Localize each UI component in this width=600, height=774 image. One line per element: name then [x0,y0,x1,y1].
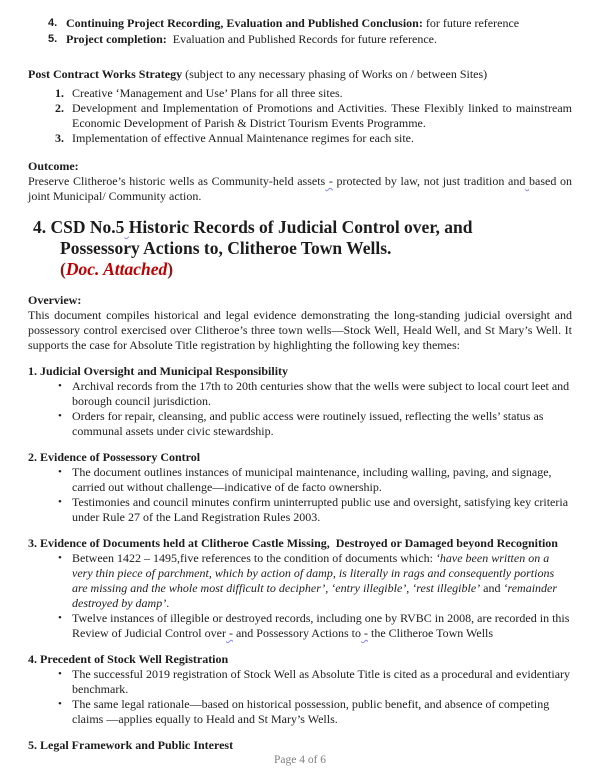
bullet-item [28,409,572,439]
strategy-title: Post Contract Works Strategy [28,67,183,81]
section-title-line2: Possessory Actions to, Clitheroe Town Wells. [60,238,392,258]
bullet-glyph: • [58,466,62,478]
bullet-text: The document outlines instances of municipal maintenance, including walling, paving, and signage, carried out without challenge—indicative of de facto ownership. [72,465,552,494]
theme-section-2 [28,439,572,525]
theme-heading: 3. Evidence of Documents held at Clitheroe Castle Missing, Destroyed or Damaged beyond Recognition [28,536,558,550]
doc-attached-label: Doc. Attached [65,259,168,279]
bullet-text: Testimonies and council minutes confirm uninterrupted public use and oversight, satisfying key criteria under Rule 27 of the Land Registration Rules 2003. [72,495,569,524]
bullet-end: . [166,596,170,610]
quoted-archive-text: ‘remainder destroyed by damp’ [72,581,558,610]
list-number: 2. [55,101,64,115]
page-number-label: Page 4 of 6 [273,754,327,766]
bullet-glyph: • [58,380,62,392]
bullet-text: Archival records from the 17th to 20th centuries show that the wells were subject to local court leet and borough council jurisdiction. [72,379,570,408]
bullet-glyph: • [58,552,62,564]
grammar-squiggle: - [360,626,368,640]
bullet-item [28,495,572,525]
theme-section-4 [28,641,572,727]
theme-heading: 1. Judicial Oversight and Municipal Responsibility [28,364,289,378]
bullet-item [28,379,572,409]
theme-heading: 4. Precedent of Stock Well Registration [28,652,229,666]
paren-close: ) [167,259,174,279]
list-number: 4. [48,17,58,29]
doc-attached-note [28,259,572,280]
list-text: Implementation of effective Annual Maintenance regimes for each site. [72,131,414,145]
bullet-part: the Clitheroe Town Wells [367,626,494,640]
bullet-mid: and [480,581,504,595]
list-text [66,31,572,47]
list-text-rest: Evaluation and Published Records for future reference. [166,32,437,46]
bullet-glyph: • [58,698,62,710]
post-contract-strategy-heading [28,67,572,82]
section-title-line1 [28,217,572,238]
bullet-glyph: • [58,668,62,680]
bullet-text [72,551,572,611]
outcome-text: protected by law, not just tradition and [332,174,526,188]
list-item [28,31,572,47]
bullet-glyph: • [58,496,62,508]
outcome-text: based on joint Municipal/ Community action. [28,174,572,203]
overview-heading: Overview: [28,293,82,307]
list-text-bold: Project completion: [66,32,167,46]
list-item [28,86,572,101]
list-item [28,101,572,131]
outcome-paragraph [28,174,572,204]
outcome-text: Preserve Clitheroe’s historic wells as Community-held assets [28,174,326,188]
list-text-bold: Continuing Project Recording, Evaluation and Published Conclusion: [66,16,423,30]
bullet-item [28,697,572,727]
quoted-archive-text: ‘have been written on a very thin piece of parchment, which by action of damp, is literally in rags and consequently portions are missing and the whole most difficult to decipher’, ‘entry illegible’, ‘rest illegible’ [72,551,555,595]
list-item [28,15,572,31]
page-footer [28,753,572,767]
list-item [28,131,572,146]
grammar-squiggle: - [225,626,233,640]
bullet-text: Orders for repair, cleansing, and public access were routinely issued, reflecting the wells’ status as communal assets under civic stewardship. [72,409,544,438]
strategy-list [28,86,572,146]
list-text [66,15,572,31]
bullet-text: The same legal rationale—based on historical possession, public benefit, and absence of competing claims —applies equally to Heald and St Mary’s Wells. [72,697,550,726]
bullet-item [28,551,572,611]
list-text: Creative ‘Management and Use’ Plans for all three sites. [72,86,343,100]
theme-section-3 [28,525,572,641]
theme-heading: 5. Legal Framework and Public Interest [28,738,234,752]
overview-paragraph: This document compiles historical and legal evidence demonstrating the long-standing judicial oversight and possessory control exercised over Clitheroe’s three town wells—Stock Well, Heald Well, and St Mary’s Well. It supports the case for Absolute Title registration by highlighting the following key themes: [28,308,572,352]
outcome-heading: Outcome: [28,159,79,173]
title-text: Historic Records of Judicial Control over, and [128,217,473,237]
bullet-lead: Between 1422 – 1495,five references to the condition of documents which: [72,551,436,565]
theme-section-5 [28,727,572,753]
strategy-subtitle: (subject to any necessary phasing of Works on / between Sites) [182,67,488,81]
list-text-rest: for future reference [422,16,520,30]
bullet-text [72,611,572,641]
bullet-part: and Possessory Actions to [232,626,361,640]
bullet-item [28,611,572,641]
grammar-squiggle: - [325,174,333,188]
list-number: 3. [55,131,64,145]
theme-section-1 [28,353,572,439]
list-number: 1. [55,86,64,100]
list-number: 5. [48,33,58,45]
bullet-text: The successful 2019 registration of Stock Well as Absolute Title is cited as a procedural and evidentiary benchmark. [72,667,571,696]
completion-list [28,15,572,47]
bullet-part: Twelve instances of illegible or destroyed records, including one by RVBC in 2008, are recorded in this Review of Judicial Control over [72,611,570,640]
theme-heading: 2. Evidence of Possessory Control [28,450,201,464]
bullet-glyph: • [58,612,62,624]
paren-open: ( [60,259,66,279]
bullet-item [28,465,572,495]
bullet-item [28,667,572,697]
list-text: Development and Implementation of Promotions and Activities. These Flexibly linked to mainstream Economic Development of Parish & District Tourism Events Programme. [72,101,572,130]
title-text: 4. CSD No.5 [33,217,125,237]
section-title-csd-no5 [28,217,572,280]
bullet-glyph: • [58,410,62,422]
